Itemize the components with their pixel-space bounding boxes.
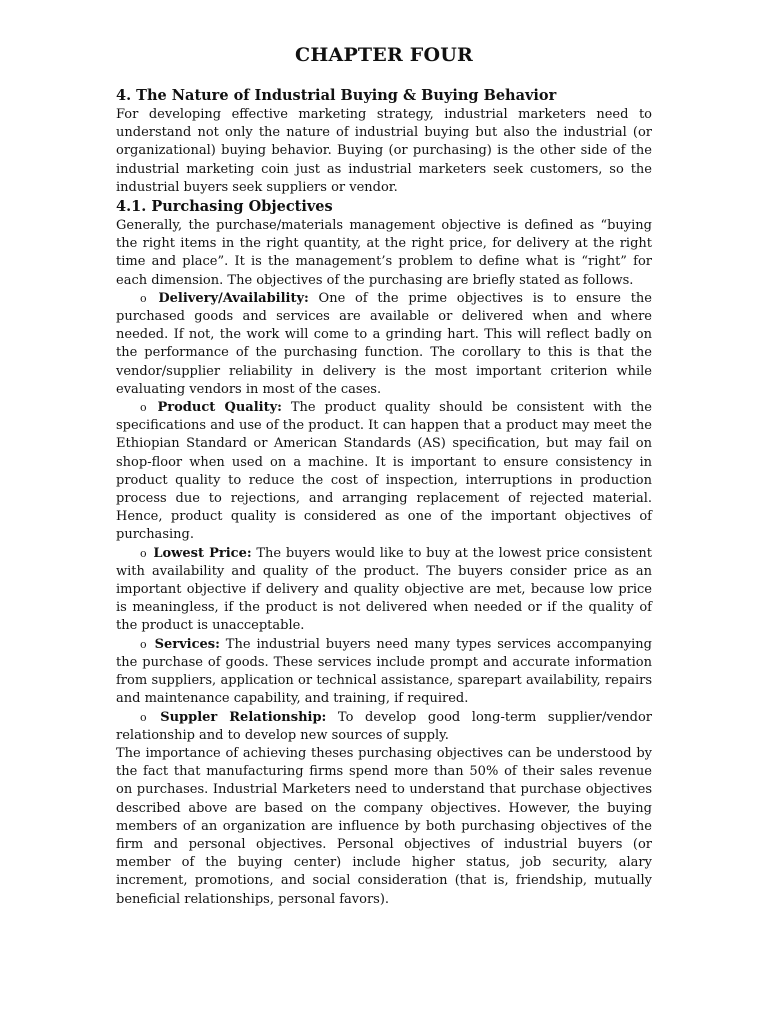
objective-item-supplier-relationship — [116, 709, 652, 745]
objective-title: Product Quality: — [157, 400, 282, 416]
bullet-marker: o — [140, 546, 147, 560]
bullet-marker: o — [140, 401, 147, 415]
objective-text: To develop good long-term supplier/vendor relationship and to develop new sources of supply. — [116, 709, 652, 743]
section-heading: 4. The Nature of Industrial Buying & Buying Behavior — [116, 87, 557, 104]
subsection-heading: 4.1. Purchasing Objectives — [116, 198, 333, 216]
objective-item-quality — [116, 399, 652, 545]
bullet-marker: o — [140, 637, 147, 651]
objective-title: Lowest Price: — [153, 545, 252, 561]
objective-item-delivery — [116, 290, 652, 399]
objective-text: The industrial buyers need many types services accompanying the purchase of goods. These services include prompt and accurate information from suppliers, application or technical assistance, sparepart availability, repairs and maintenance capability, and training, if required. — [116, 636, 652, 707]
objective-text: The buyers would like to buy at the lowest price consistent with availability and quality of the product. The buyers consider price as an important objective if delivery and quality objective are met, because low price is meaningless, if the product is not delivered when needed or if the quality of the product is unacceptable. — [116, 545, 652, 634]
bullet-marker: o — [140, 291, 147, 305]
document-page — [116, 40, 652, 909]
objective-title: Delivery/Availability: — [158, 290, 309, 306]
chapter-title: CHAPTER FOUR — [295, 44, 473, 66]
objective-title: Suppler Relationship: — [160, 709, 327, 725]
objective-text: One of the prime objectives is to ensure the purchased goods and services are available or delivered when and where needed. If not, the work will come to a grinding hart. This will reflect badly on the performance of the purchasing function. The corollary to this is that the vendor/supplier reliability in delivery is the most important criterion while evaluating vendors in most of the cases. — [116, 290, 652, 397]
objectives-intro-paragraph: Generally, the purchase/materials management objective is defined as “buying the right items in the right quantity, at the right price, for delivery at the right time and place”. It is the management’s problem to define what is “right” for each dimension. The objectives of the purchasing are briefly stated as follows. — [116, 218, 652, 288]
objective-text: The product quality should be consistent with the specifications and use of the product. It can happen that a product may meet the Ethiopian Standard or American Standards (AS) specification, but may fail on shop-floor when used on a machine. It is important to ensure consistency in product quality to reduce the cost of inspection, interruptions in production process due to rejections, and arranging replacement of rejected material. Hence, product quality is considered as one of the important objectives of purchasing. — [116, 400, 652, 543]
objective-item-price — [116, 545, 652, 636]
bullet-marker: o — [140, 710, 147, 724]
objective-item-services — [116, 636, 652, 709]
intro-paragraph: For developing effective marketing strategy, industrial marketers need to understand not only the nature of industrial buying but also the industrial (or organizational) buying behavior. Buying (or purchasing) is the other side of the industrial marketing coin just as industrial marketers seek customers, so the industrial buyers seek suppliers or vendor. — [116, 107, 652, 195]
objective-title: Services: — [154, 636, 220, 652]
closing-paragraph: The importance of achieving theses purchasing objectives can be understood by the fact that manufacturing firms spend more than 50% of their sales revenue on purchases. Industrial Marketers need to understand that purchase objectives described above are based on the company objectives. However, the buying members of an organization are influence by both purchasing objectives of the firm and personal objectives. Personal objectives of industrial buyers (or member of the buying center) include higher status, job security, alary increment, promotions, and social consideration (that is, friendship, mutually beneficial relationships, personal favors). — [116, 745, 652, 907]
